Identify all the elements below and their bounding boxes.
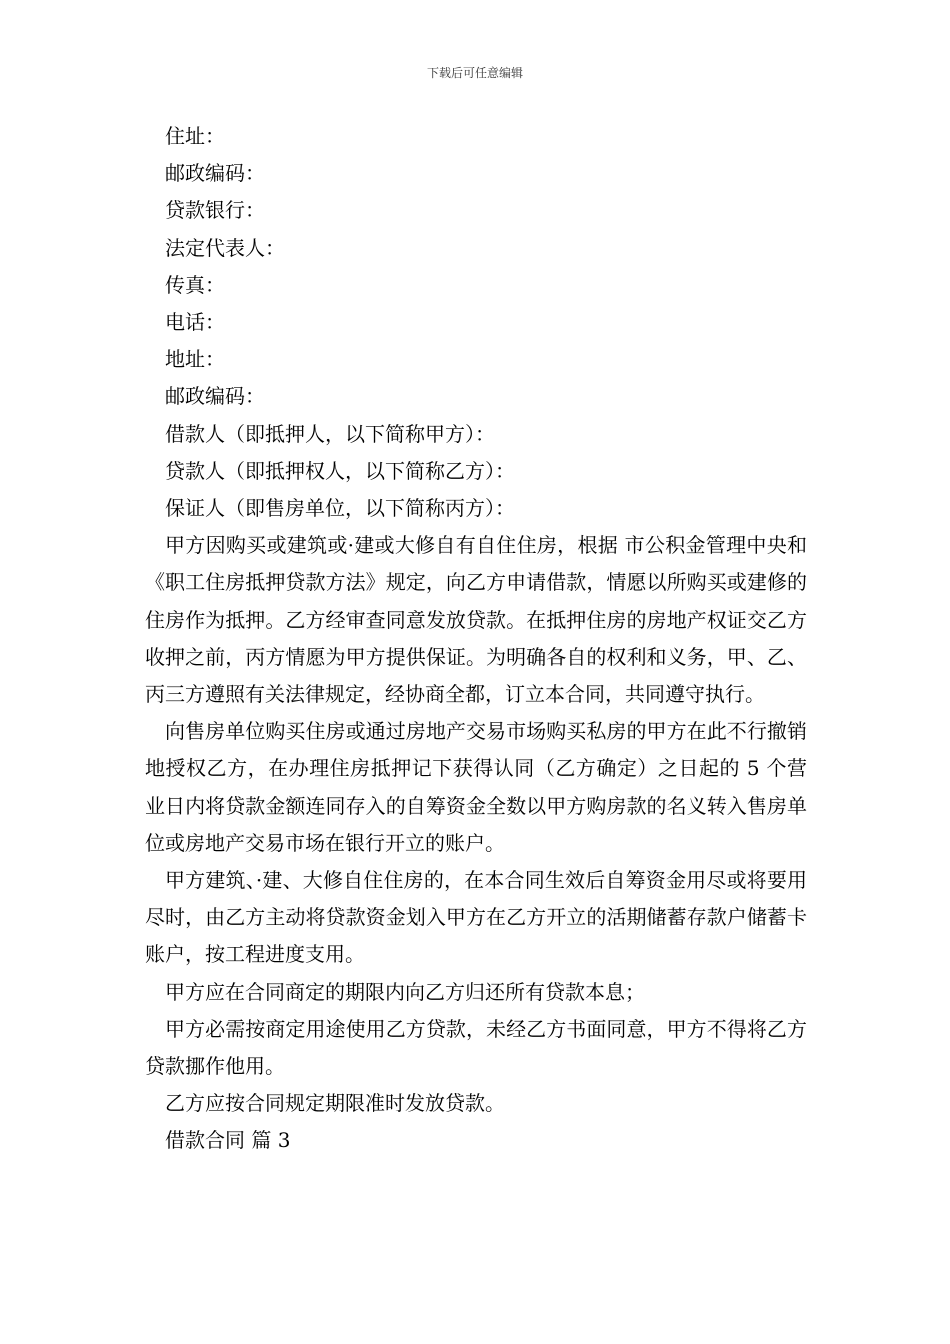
paragraph-purpose: 甲方因购买或建筑或·建或大修自有自住住房，根据 市公积金管理中央和《职工住房抵押贷款方法》规定，向乙方申请借款，情愿以所购买或建修的住房作为抵押。乙方经审查同意发放贷款。在抵押住房的房地产权证交乙方收押之前，丙方情愿为甲方提供保证。为明确各自的权利和义务，甲、乙、丙三方遵照有关法律规定，经协商全都，订立本合同，共同遵守执行。 (145, 533, 807, 707)
field-line-guarantor: 保证人（即售房单位，以下简称丙方）： (165, 496, 515, 521)
field-line-lending-bank: 贷款银行： (165, 198, 265, 223)
field-line-legal-representative: 法定代表人： (165, 235, 285, 260)
document-body (145, 118, 807, 1160)
section-heading: 借款合同 篇 3 (165, 1128, 291, 1153)
field-line-lender: 贷款人（即抵押权人，以下简称乙方）： (165, 458, 515, 483)
paragraph-construction: 甲方建筑、·建、大修自住住房的，在本合同生效后自筹资金用尽或将要用尽时，由乙方主动将贷款资金划入甲方在乙方开立的活期储蓄存款户储蓄卡账户，按工程进度支用。 (145, 868, 807, 967)
field-line-postcode-2: 邮政编码： (165, 384, 265, 409)
field-line-postcode: 邮政编码： (165, 161, 265, 186)
paragraph-disbursement: 乙方应按合同规定期限准时发放贷款。 (165, 1091, 505, 1116)
page-header-note: 下载后可任意编辑 (426, 66, 523, 80)
field-line-location: 地址： (165, 347, 225, 372)
field-line-borrower: 借款人（即抵押人，以下简称甲方）： (165, 421, 495, 446)
paragraph-authorization: 向售房单位购买住房或通过房地产交易市场购买私房的甲方在此不行撤销地授权乙方，在办理住房抵押记下获得认同（乙方确定）之日起的 5 个营业日内将贷款金额连同存入的自筹资金全数以甲方购房款的名义转入售房单位或房地产交易市场在银行开立的账户。 (145, 719, 807, 855)
paragraph-repayment: 甲方应在合同商定的期限内向乙方归还所有贷款本息； (165, 979, 645, 1004)
paragraph-usage: 甲方必需按商定用途使用乙方贷款，未经乙方书面同意，甲方不得将乙方贷款挪作他用。 (145, 1016, 807, 1079)
field-line-phone: 电话： (165, 310, 225, 335)
field-line-fax: 传真： (165, 272, 225, 297)
field-line-address: 住址： (165, 124, 225, 148)
